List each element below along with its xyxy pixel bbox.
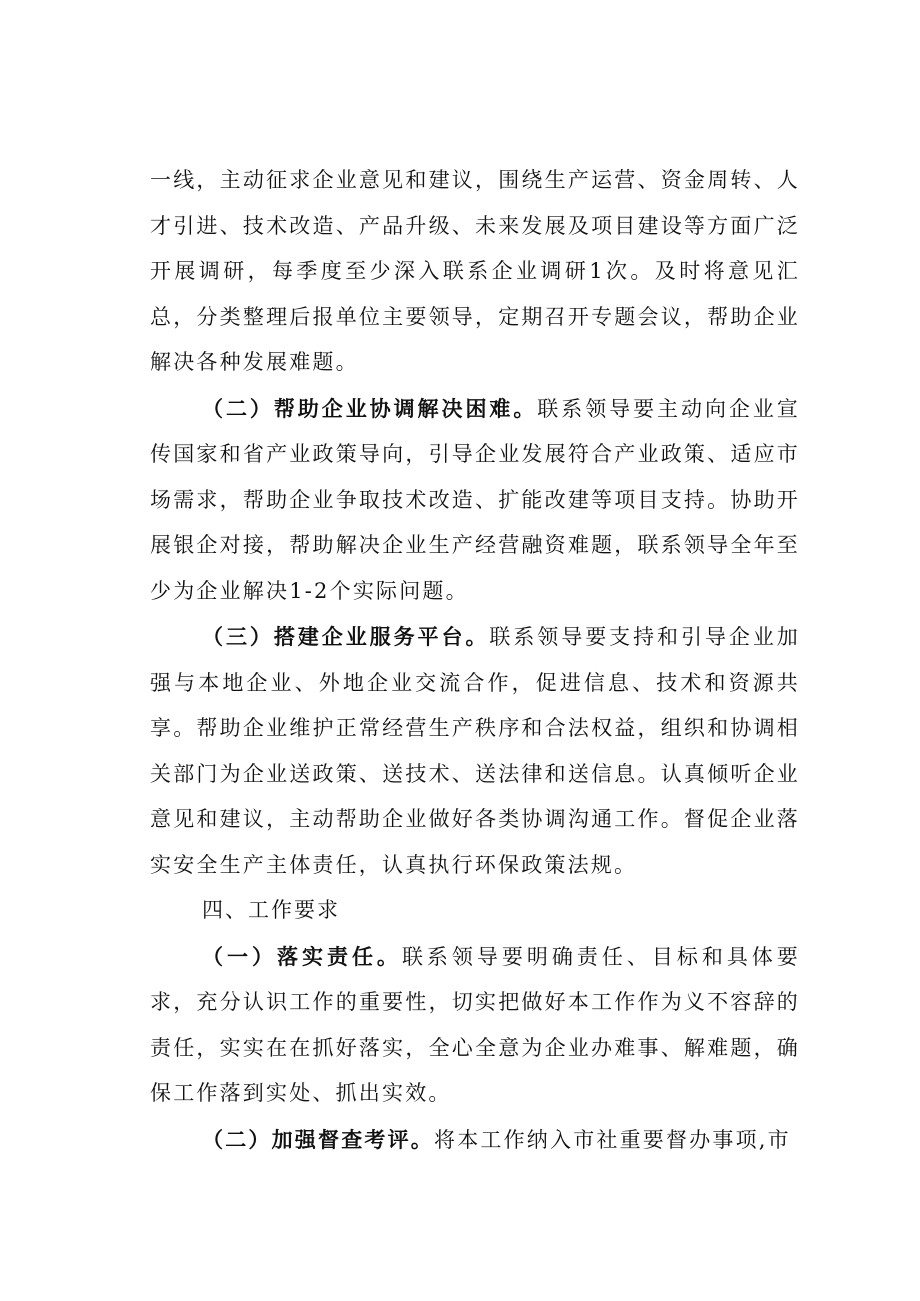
paragraph-text: 联系领导要支持和引导企业加强与本地企业、外地企业交流合作，促进信息、技术和资源共享。帮助企业维护正常经营生产秩序和合法权益，组织和协调相关部门为企业送政策、送技术、送法律和送信息。认真倾听企业意见和建议，主动帮助企业做好各类协调沟通工作。督促企业落实安全生产主体责任，认真执行环保政策法规。	[150, 625, 800, 877]
paragraph-text: 一线，主动征求企业意见和建议，围绕生产运营、资金周转、人才引进、技术改造、产品升级、未来发展及项目建设等方面广泛开展调研，每季度至少深入联系企业调研1次。及时将意见汇总，分类整理后报单位主要领导，定期召开专题会议，帮助企业解决各种发展难题。	[150, 168, 800, 374]
section-heading: 四、工作要求	[202, 898, 340, 922]
paragraph-lead: （二）加强督查考评。	[202, 1126, 434, 1152]
paragraph-service-platform	[150, 614, 800, 888]
paragraph-text: 将本工作纳入市社重要督办事项,市	[434, 1127, 791, 1152]
paragraph-text: 联系领导要主动向企业宣传国家和省产业政策导向，引导企业发展符合产业政策、适应市场需求，帮助企业争取技术改造、扩能改建等项目支持。协助开展银企对接，帮助解决企业生产经营融资难题，联系领导全年至少为企业解决1-2个实际问题。	[150, 396, 800, 603]
paragraph-lead: （一）落实责任。	[202, 943, 402, 969]
paragraph-text: 联系领导要明确责任、目标和具体要求，充分认识工作的重要性，切实把做好本工作作为义不容辞的责任，实实在在抓好落实，全心全意为企业办难事、解难题，确保工作落到实处、抓出实效。	[150, 944, 800, 1105]
paragraph-continuation	[150, 158, 800, 386]
paragraph-implement-responsibility	[150, 934, 800, 1117]
document-body	[150, 158, 800, 1163]
paragraph-lead: （三）搭建企业服务平台。	[202, 624, 490, 649]
paragraph-coordinate-difficulties	[150, 386, 800, 615]
paragraph-supervision-evaluation	[150, 1117, 800, 1164]
paragraph-lead: （二）帮助企业协调解决困难。	[202, 395, 538, 421]
section-heading-work-requirements	[150, 888, 800, 934]
